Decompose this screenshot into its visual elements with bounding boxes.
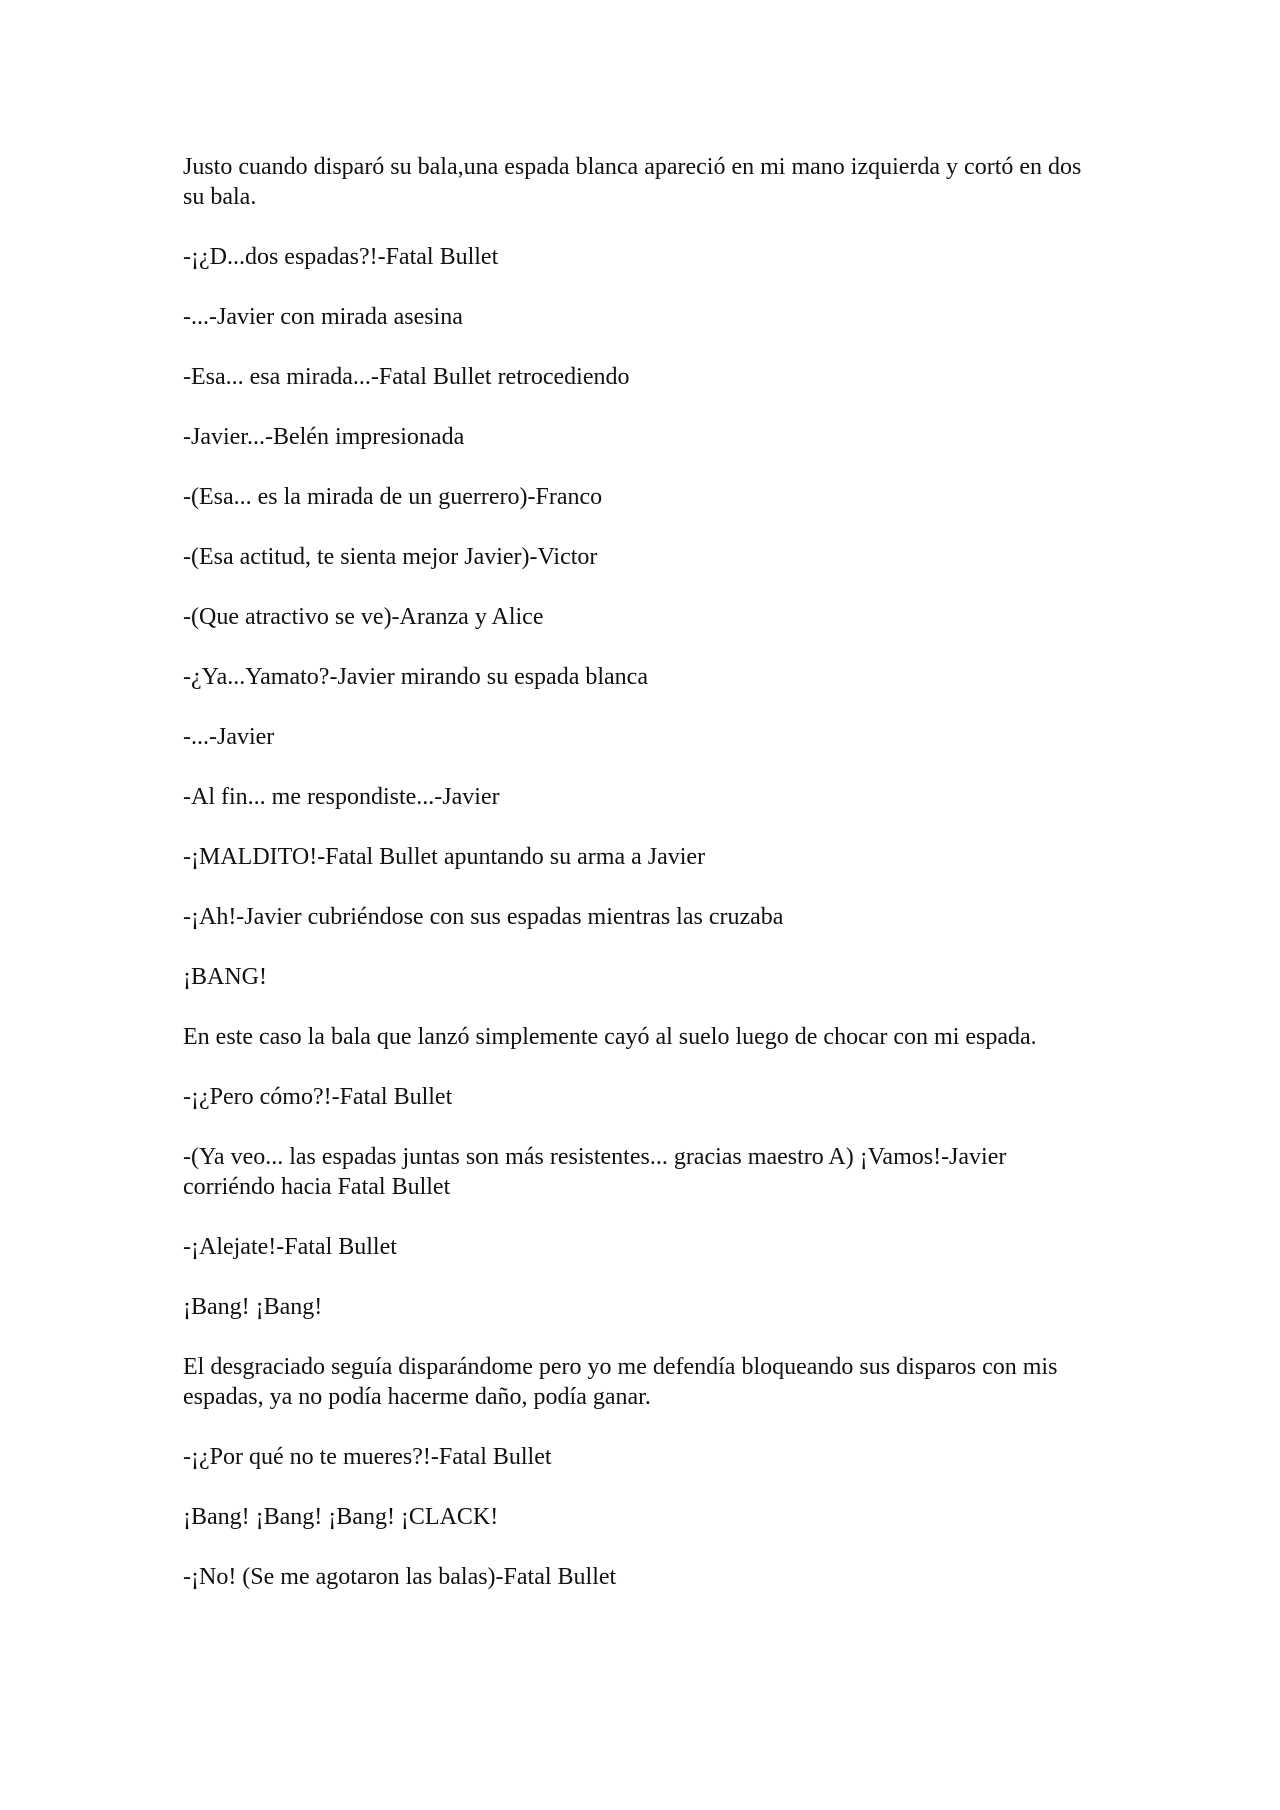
paragraph: -¡¿Pero cómo?!-Fatal Bullet — [183, 1084, 453, 1110]
paragraph: -¡Alejate!-Fatal Bullet — [183, 1234, 397, 1260]
paragraph: -¡¿Por qué no te mueres?!-Fatal Bullet — [183, 1444, 552, 1470]
document-page — [183, 152, 1083, 1622]
paragraph: -Al fin... me respondiste...-Javier — [183, 784, 500, 810]
paragraph: -Javier...-Belén impresionada — [183, 424, 465, 450]
paragraph: El desgraciado seguía disparándome pero yo me defendía bloqueando sus disparos con mis espadas, ya no podía hacerme daño, podía ganar. — [183, 1354, 1058, 1410]
paragraph: -(Esa... es la mirada de un guerrero)-Franco — [183, 484, 603, 510]
paragraph: -(Ya veo... las espadas juntas son más resistentes... gracias maestro A) ¡Vamos!-Javier corriéndo hacia Fatal Bullet — [183, 1144, 1007, 1200]
paragraph: -(Esa actitud, te sienta mejor Javier)-Victor — [183, 544, 598, 570]
paragraph: -...-Javier con mirada asesina — [183, 304, 463, 330]
paragraph: -¡¿D...dos espadas?!-Fatal Bullet — [183, 244, 499, 270]
paragraph: ¡Bang! ¡Bang! ¡Bang! ¡CLACK! — [183, 1504, 499, 1530]
paragraph: -...-Javier — [183, 724, 275, 750]
paragraph: -¡No! (Se me agotaron las balas)-Fatal Bullet — [183, 1564, 617, 1590]
paragraph: En este caso la bala que lanzó simplemente cayó al suelo luego de chocar con mi espada. — [183, 1024, 1037, 1050]
paragraph: Justo cuando disparó su bala,una espada blanca apareció en mi mano izquierda y cortó en dos su bala. — [183, 154, 1082, 210]
paragraph: ¡Bang! ¡Bang! — [183, 1294, 323, 1320]
paragraph: -¡MALDITO!-Fatal Bullet apuntando su arma a Javier — [183, 844, 706, 870]
paragraph: ¡BANG! — [183, 964, 267, 990]
paragraph: -¿Ya...Yamato?-Javier mirando su espada blanca — [183, 664, 648, 690]
paragraph: -(Que atractivo se ve)-Aranza y Alice — [183, 604, 544, 630]
paragraph: -Esa... esa mirada...-Fatal Bullet retrocediendo — [183, 364, 630, 390]
paragraph: -¡Ah!-Javier cubriéndose con sus espadas mientras las cruzaba — [183, 904, 784, 930]
